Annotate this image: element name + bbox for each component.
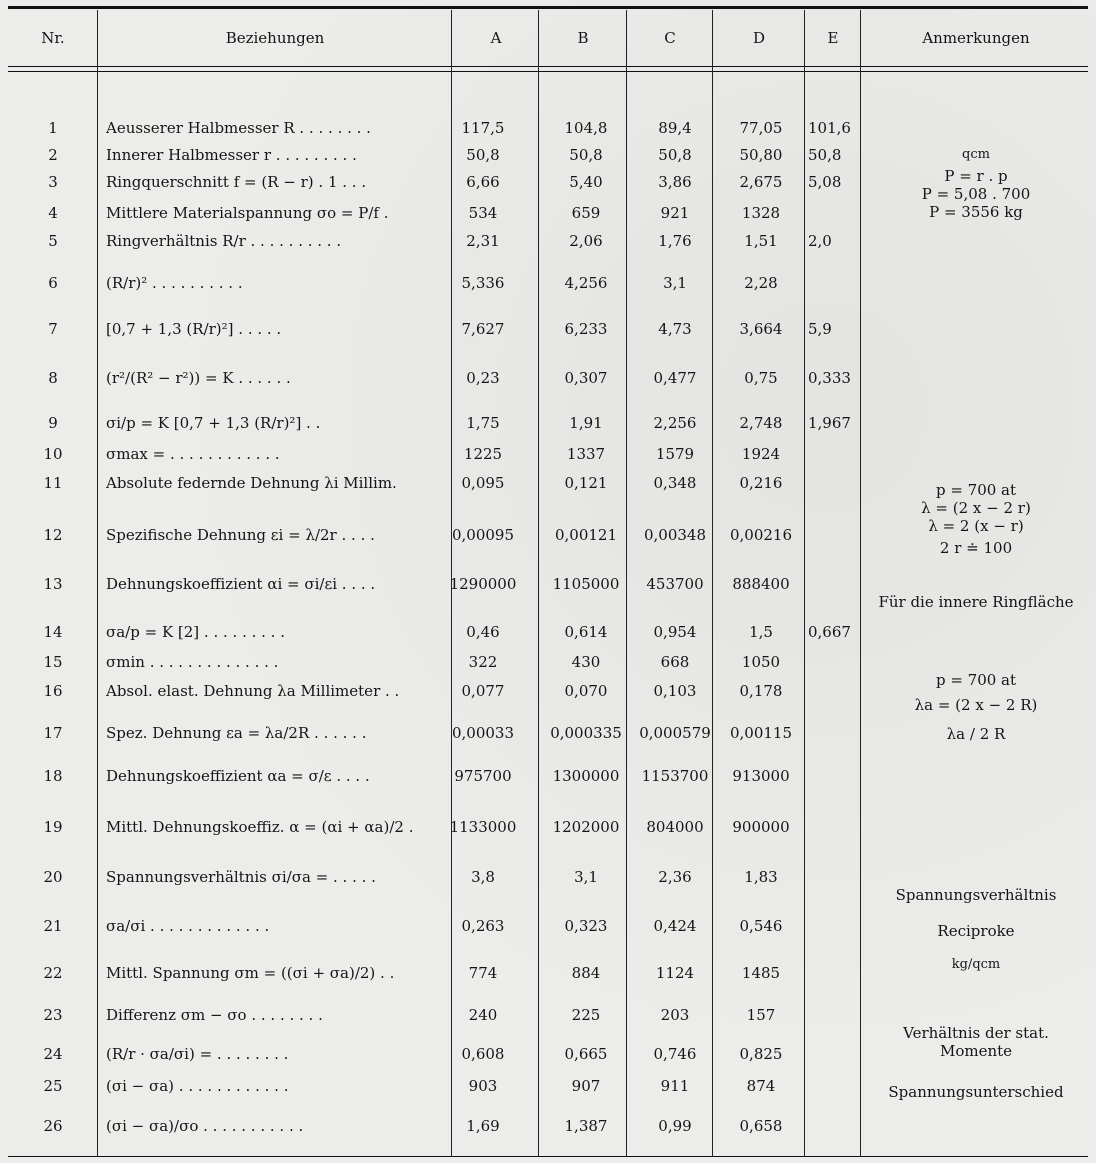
row-relation: (R/r)² . . . . . . . . . . <box>106 274 243 292</box>
row-relation: σi/p = K [0,7 + 1,3 (R/r)²] . . <box>106 414 321 432</box>
value-C: 4,73 <box>658 320 692 338</box>
table-row <box>0 308 1096 350</box>
value-D: 50,80 <box>739 146 783 164</box>
value-C: 911 <box>660 1077 690 1095</box>
value-A: 0,46 <box>466 623 500 641</box>
note-reciproke: Reciproke <box>937 922 1015 940</box>
note-p-formula-2: P = 5,08 . 700 <box>921 185 1031 203</box>
note-qcm: qcm <box>962 147 990 162</box>
value-C: 0,000579 <box>639 724 711 742</box>
row-number: 25 <box>43 1077 63 1095</box>
row-relation: Innerer Halbmesser r . . . . . . . . . <box>106 146 357 164</box>
header-E: E <box>827 29 839 47</box>
value-A: 975700 <box>454 767 512 785</box>
value-B: 0,323 <box>564 917 608 935</box>
header-A: A <box>490 29 502 47</box>
note-p700-a: p = 700 at <box>935 481 1017 499</box>
row-number: 13 <box>43 575 63 593</box>
value-E: 0,333 <box>808 369 851 387</box>
value-B: 0,614 <box>564 623 608 641</box>
value-E <box>808 859 850 895</box>
value-A: 0,23 <box>466 369 500 387</box>
value-A: 117,5 <box>461 119 505 137</box>
value-A: 0,608 <box>461 1045 505 1063</box>
value-B: 430 <box>571 653 601 671</box>
value-C: 3,86 <box>658 173 692 191</box>
value-E: 1,967 <box>808 414 851 432</box>
value-B: 0,070 <box>564 682 608 700</box>
value-C: 1124 <box>655 964 695 982</box>
note-spannungsunterschied: Spannungsunterschied <box>888 1083 1064 1101</box>
note-kgqcm: kg/qcm <box>951 957 1001 972</box>
row-relation: (σi − σa)/σo . . . . . . . . . . . <box>106 1117 304 1135</box>
row-number: 26 <box>43 1117 63 1135</box>
note-spannungsverhaeltnis: Spannungsverhältnis <box>895 886 1057 904</box>
value-D: 157 <box>746 1006 776 1024</box>
value-D: 0,216 <box>739 474 783 492</box>
row-relation: Dehnungskoeffizient αi = σi/εi . . . . <box>106 575 376 593</box>
value-C: 203 <box>660 1006 690 1024</box>
value-E <box>808 470 850 496</box>
value-E: 50,8 <box>808 146 842 164</box>
table-row <box>0 806 1096 848</box>
value-A: 1290000 <box>449 575 517 593</box>
value-D: 0,658 <box>739 1117 783 1135</box>
value-B: 1337 <box>566 445 606 463</box>
row-number: 6 <box>48 274 58 292</box>
value-A: 534 <box>468 203 498 222</box>
value-C: 2,256 <box>653 414 697 432</box>
value-E <box>808 1036 850 1072</box>
row-number: 22 <box>43 964 63 982</box>
row-number: 5 <box>48 232 58 250</box>
value-C: 1,76 <box>658 232 692 250</box>
value-E <box>808 1106 850 1146</box>
value-D: 874 <box>746 1077 776 1095</box>
note-lambda-a-fraction: λa / 2 R <box>946 725 1006 743</box>
value-C: 804000 <box>646 818 704 836</box>
value-C: 0,103 <box>653 682 697 700</box>
row-number: 10 <box>43 445 63 463</box>
value-C: 0,477 <box>653 369 697 387</box>
value-E: 2,0 <box>808 232 832 250</box>
table-row <box>0 264 1096 302</box>
value-B: 104,8 <box>564 119 608 137</box>
value-D: 0,825 <box>739 1045 783 1063</box>
value-B: 3,1 <box>574 868 598 886</box>
value-A: 1225 <box>463 445 503 463</box>
value-E <box>808 516 850 554</box>
row-number: 8 <box>48 369 58 387</box>
header-beziehungen: Beziehungen <box>225 29 325 47</box>
value-B: 0,00121 <box>554 526 618 544</box>
row-number: 4 <box>48 203 58 222</box>
value-E <box>808 1001 850 1029</box>
value-C: 50,8 <box>658 146 692 164</box>
value-D: 1,83 <box>744 868 778 886</box>
value-B: 0,000335 <box>550 724 622 742</box>
note-p-formula-1: P = r . p <box>944 167 1008 185</box>
note-lambda-a: λa = (2 x − 2 R) <box>914 696 1038 714</box>
value-E <box>808 442 850 466</box>
value-D: 0,178 <box>739 682 783 700</box>
value-E <box>808 806 850 848</box>
row-relation: Mittl. Dehnungskoeffiz. α = (αi + αa)/2 . <box>106 818 414 836</box>
note-lambda-i-1: λ = (2 x − 2 r) <box>921 499 1031 517</box>
value-D: 0,75 <box>744 369 778 387</box>
value-C: 668 <box>660 653 690 671</box>
value-E <box>808 650 850 674</box>
value-D: 77,05 <box>739 119 783 137</box>
note-verhaeltnis-1: Verhältnis der stat. <box>903 1024 1049 1042</box>
value-A: 0,095 <box>461 474 505 492</box>
value-E <box>808 716 850 750</box>
row-relation: Differenz σm − σo . . . . . . . . <box>106 1006 323 1024</box>
value-E <box>808 264 850 302</box>
value-B: 5,40 <box>569 173 603 191</box>
row-relation: Aeusserer Halbmesser R . . . . . . . . <box>106 119 371 137</box>
value-B: 0,665 <box>564 1045 608 1063</box>
row-number: 20 <box>43 868 63 886</box>
value-A: 0,077 <box>461 682 505 700</box>
row-relation: Absol. elast. Dehnung λa Millimeter . . <box>106 682 400 700</box>
value-D: 3,664 <box>739 320 783 338</box>
top-rule <box>8 6 1088 9</box>
row-number: 15 <box>43 653 63 671</box>
value-A: 5,336 <box>461 274 505 292</box>
value-E <box>808 909 850 943</box>
value-A: 3,8 <box>471 868 495 886</box>
value-E <box>808 566 850 602</box>
row-relation: Spez. Dehnung εa = λa/2R . . . . . . <box>106 724 367 742</box>
row-relation: Dehnungskoeffizient αa = σ/ε . . . . <box>106 767 370 785</box>
value-A: 0,00033 <box>451 724 515 742</box>
row-relation: Spannungsverhältnis σi/σa = . . . . . <box>106 868 376 886</box>
value-D: 900000 <box>732 818 790 836</box>
value-B: 50,8 <box>569 146 603 164</box>
value-B: 884 <box>571 964 601 982</box>
row-relation: Ringverhältnis R/r . . . . . . . . . . <box>106 232 342 250</box>
value-B: 4,256 <box>564 274 608 292</box>
row-relation: Absolute federnde Dehnung λi Millim. <box>106 474 397 492</box>
row-relation: σmax = . . . . . . . . . . . . <box>106 445 280 463</box>
row-relation: Mittlere Materialspannung σo = P/f . <box>106 203 389 222</box>
value-B: 0,307 <box>564 369 608 387</box>
value-B: 907 <box>571 1077 601 1095</box>
value-C: 0,348 <box>653 474 697 492</box>
value-B: 6,233 <box>564 320 608 338</box>
value-B: 1105000 <box>552 575 620 593</box>
value-A: 1,69 <box>466 1117 500 1135</box>
value-D: 1328 <box>741 203 781 222</box>
value-D: 1050 <box>741 653 781 671</box>
value-E <box>808 676 850 706</box>
value-A: 0,263 <box>461 917 505 935</box>
table-row <box>0 405 1096 441</box>
value-D: 913000 <box>732 767 790 785</box>
bottom-rule <box>8 1156 1088 1157</box>
value-D: 2,675 <box>739 173 783 191</box>
value-A: 1133000 <box>449 818 517 836</box>
value-D: 0,00216 <box>729 526 793 544</box>
table-row <box>0 442 1096 466</box>
value-C: 0,424 <box>653 917 697 935</box>
value-D: 1,51 <box>744 232 778 250</box>
value-E: 5,08 <box>808 173 842 191</box>
row-number: 2 <box>48 146 58 164</box>
value-D: 1924 <box>741 445 781 463</box>
value-B: 225 <box>571 1006 601 1024</box>
row-relation: Spezifische Dehnung εi = λ/2r . . . . <box>106 526 375 544</box>
value-E: 101,6 <box>808 119 851 137</box>
value-B: 1300000 <box>552 767 620 785</box>
value-D: 2,748 <box>739 414 783 432</box>
row-number: 19 <box>43 818 63 836</box>
note-p700-b: p = 700 at <box>935 671 1017 689</box>
header-C: C <box>664 29 676 47</box>
row-relation: (σi − σa) . . . . . . . . . . . . <box>106 1077 289 1095</box>
table-row <box>0 358 1096 398</box>
header-anmerkungen: Anmerkungen <box>922 29 1030 47</box>
value-E <box>808 757 850 795</box>
value-A: 1,75 <box>466 414 500 432</box>
table-row <box>0 116 1096 140</box>
value-C: 1579 <box>655 445 695 463</box>
value-A: 774 <box>468 964 498 982</box>
value-C: 0,746 <box>653 1045 697 1063</box>
row-relation: (r²/(R² − r²)) = K . . . . . . <box>106 369 291 387</box>
row-number: 7 <box>48 320 58 338</box>
table-row <box>0 613 1096 651</box>
row-number: 14 <box>43 623 63 641</box>
value-C: 453700 <box>646 575 704 593</box>
value-A: 240 <box>468 1006 498 1024</box>
value-D: 0,546 <box>739 917 783 935</box>
value-B: 1,91 <box>569 414 603 432</box>
value-A: 2,31 <box>466 232 500 250</box>
note-two-r: 2 r ≐ 100 <box>939 539 1013 557</box>
value-A: 322 <box>468 653 498 671</box>
row-relation: σmin . . . . . . . . . . . . . . <box>106 653 279 671</box>
row-relation: Mittl. Spannung σm = ((σi + σa)/2) . . <box>106 964 395 982</box>
value-C: 3,1 <box>663 274 687 292</box>
value-D: 888400 <box>732 575 790 593</box>
value-B: 2,06 <box>569 232 603 250</box>
value-C: 0,99 <box>658 1117 692 1135</box>
value-E <box>808 199 850 226</box>
value-A: 7,627 <box>461 320 505 338</box>
row-relation: Ringquerschnitt f = (R − r) . 1 . . . <box>106 173 367 191</box>
row-number: 9 <box>48 414 58 432</box>
row-relation: [0,7 + 1,3 (R/r)²] . . . . . <box>106 320 282 338</box>
value-D: 1485 <box>741 964 781 982</box>
row-number: 24 <box>43 1045 63 1063</box>
value-B: 0,121 <box>564 474 608 492</box>
value-C: 1153700 <box>641 767 709 785</box>
note-lambda-i-2: λ = 2 (x − r) <box>928 517 1024 535</box>
header-double-rule <box>8 66 1088 72</box>
value-C: 0,00348 <box>643 526 707 544</box>
header-B: B <box>577 29 589 47</box>
row-number: 18 <box>43 767 63 785</box>
row-number: 23 <box>43 1006 63 1024</box>
row-relation: σa/p = K [2] . . . . . . . . . <box>106 623 285 641</box>
value-B: 1,387 <box>564 1117 608 1135</box>
table-row <box>0 1106 1096 1146</box>
row-relation: (R/r · σa/σi) = . . . . . . . . <box>106 1045 289 1063</box>
value-D: 1,5 <box>749 623 773 641</box>
row-number: 3 <box>48 173 58 191</box>
value-C: 0,954 <box>653 623 697 641</box>
row-number: 12 <box>43 526 63 544</box>
value-A: 50,8 <box>466 146 500 164</box>
value-D: 2,28 <box>744 274 778 292</box>
row-number: 1 <box>48 119 58 137</box>
value-C: 2,36 <box>658 868 692 886</box>
value-D: 0,00115 <box>729 724 793 742</box>
value-B: 659 <box>571 203 601 222</box>
value-E: 0,667 <box>808 623 851 641</box>
value-E <box>808 954 850 992</box>
value-A: 903 <box>468 1077 498 1095</box>
value-A: 0,00095 <box>451 526 515 544</box>
row-relation: σa/σi . . . . . . . . . . . . . <box>106 917 270 935</box>
value-A: 6,66 <box>466 173 500 191</box>
row-number: 11 <box>43 474 63 492</box>
header-D: D <box>752 29 766 47</box>
row-number: 16 <box>43 682 63 700</box>
table-row <box>0 226 1096 256</box>
value-C: 921 <box>660 203 690 222</box>
value-C: 89,4 <box>658 119 692 137</box>
value-E <box>808 1073 850 1099</box>
value-E: 5,9 <box>808 320 832 338</box>
header-nr: Nr. <box>41 29 65 47</box>
note-innere-ringflaeche: Für die innere Ringfläche <box>878 593 1074 611</box>
table-row <box>0 757 1096 795</box>
row-number: 21 <box>43 917 63 935</box>
row-number: 17 <box>43 724 63 742</box>
note-verhaeltnis-2: Momente <box>939 1042 1013 1060</box>
value-B: 1202000 <box>552 818 620 836</box>
note-p-formula-3: P = 3556 kg <box>929 203 1023 221</box>
